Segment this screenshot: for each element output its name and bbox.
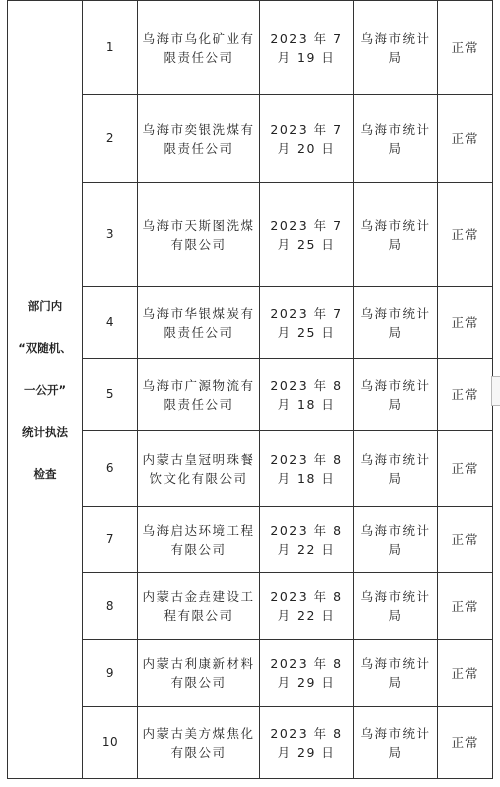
table-row — [8, 1, 493, 95]
inspection-result: 正常 — [438, 507, 493, 573]
inspection-result: 正常 — [438, 573, 493, 640]
inspecting-department: 乌海市统计局 — [354, 507, 438, 573]
row-number: 1 — [83, 1, 138, 95]
inspection-result: 正常 — [438, 95, 493, 183]
row-number: 3 — [83, 183, 138, 287]
inspection-result: 正常 — [438, 183, 493, 287]
inspection-result: 正常 — [438, 707, 493, 779]
inspection-table — [7, 0, 493, 779]
inspection-result: 正常 — [438, 431, 493, 507]
category-line: “双随机、 — [18, 340, 72, 355]
inspection-date: 2023 年 8 月 29 日 — [260, 640, 354, 707]
inspection-date: 2023 年 8 月 18 日 — [260, 431, 354, 507]
inspection-date: 2023 年 7 月 25 日 — [260, 287, 354, 359]
row-number: 5 — [83, 359, 138, 431]
inspection-result: 正常 — [438, 287, 493, 359]
inspection-category-cell — [8, 1, 83, 779]
company-name: 内蒙古美方煤焦化有限公司 — [138, 707, 260, 779]
company-name: 乌海市奕银洗煤有限责任公司 — [138, 95, 260, 183]
row-number: 9 — [83, 640, 138, 707]
company-name: 内蒙古利康新材料有限公司 — [138, 640, 260, 707]
inspection-date: 2023 年 8 月 29 日 — [260, 707, 354, 779]
company-name: 乌海市华银煤炭有限责任公司 — [138, 287, 260, 359]
inspection-date: 2023 年 8 月 18 日 — [260, 359, 354, 431]
category-line: 部门内 — [27, 298, 63, 313]
inspecting-department: 乌海市统计局 — [354, 1, 438, 95]
company-name: 内蒙古皇冠明珠餐饮文化有限公司 — [138, 431, 260, 507]
inspecting-department: 乌海市统计局 — [354, 287, 438, 359]
category-line: 一公开” — [23, 382, 67, 397]
inspection-date: 2023 年 7 月 20 日 — [260, 95, 354, 183]
inspection-date: 2023 年 7 月 19 日 — [260, 1, 354, 95]
company-name: 乌海市天斯图洗煤有限公司 — [138, 183, 260, 287]
inspection-date: 2023 年 8 月 22 日 — [260, 573, 354, 640]
company-name: 内蒙古金垚建设工程有限公司 — [138, 573, 260, 640]
category-line: 检查 — [33, 466, 57, 481]
side-scroll-handle[interactable] — [491, 376, 500, 406]
row-number: 7 — [83, 507, 138, 573]
row-number: 8 — [83, 573, 138, 640]
inspecting-department: 乌海市统计局 — [354, 95, 438, 183]
row-number: 10 — [83, 707, 138, 779]
inspection-date: 2023 年 8 月 22 日 — [260, 507, 354, 573]
row-number: 2 — [83, 95, 138, 183]
inspection-date: 2023 年 7 月 25 日 — [260, 183, 354, 287]
inspecting-department: 乌海市统计局 — [354, 359, 438, 431]
company-name: 乌海市广源物流有限责任公司 — [138, 359, 260, 431]
company-name: 乌海市乌化矿业有限责任公司 — [138, 1, 260, 95]
inspecting-department: 乌海市统计局 — [354, 640, 438, 707]
inspecting-department: 乌海市统计局 — [354, 431, 438, 507]
row-number: 4 — [83, 287, 138, 359]
inspection-result: 正常 — [438, 359, 493, 431]
inspection-result: 正常 — [438, 1, 493, 95]
inspecting-department: 乌海市统计局 — [354, 183, 438, 287]
inspecting-department: 乌海市统计局 — [354, 707, 438, 779]
inspection-result: 正常 — [438, 640, 493, 707]
company-name: 乌海启达环境工程有限公司 — [138, 507, 260, 573]
row-number: 6 — [83, 431, 138, 507]
inspecting-department: 乌海市统计局 — [354, 573, 438, 640]
category-line: 统计执法 — [22, 424, 68, 439]
